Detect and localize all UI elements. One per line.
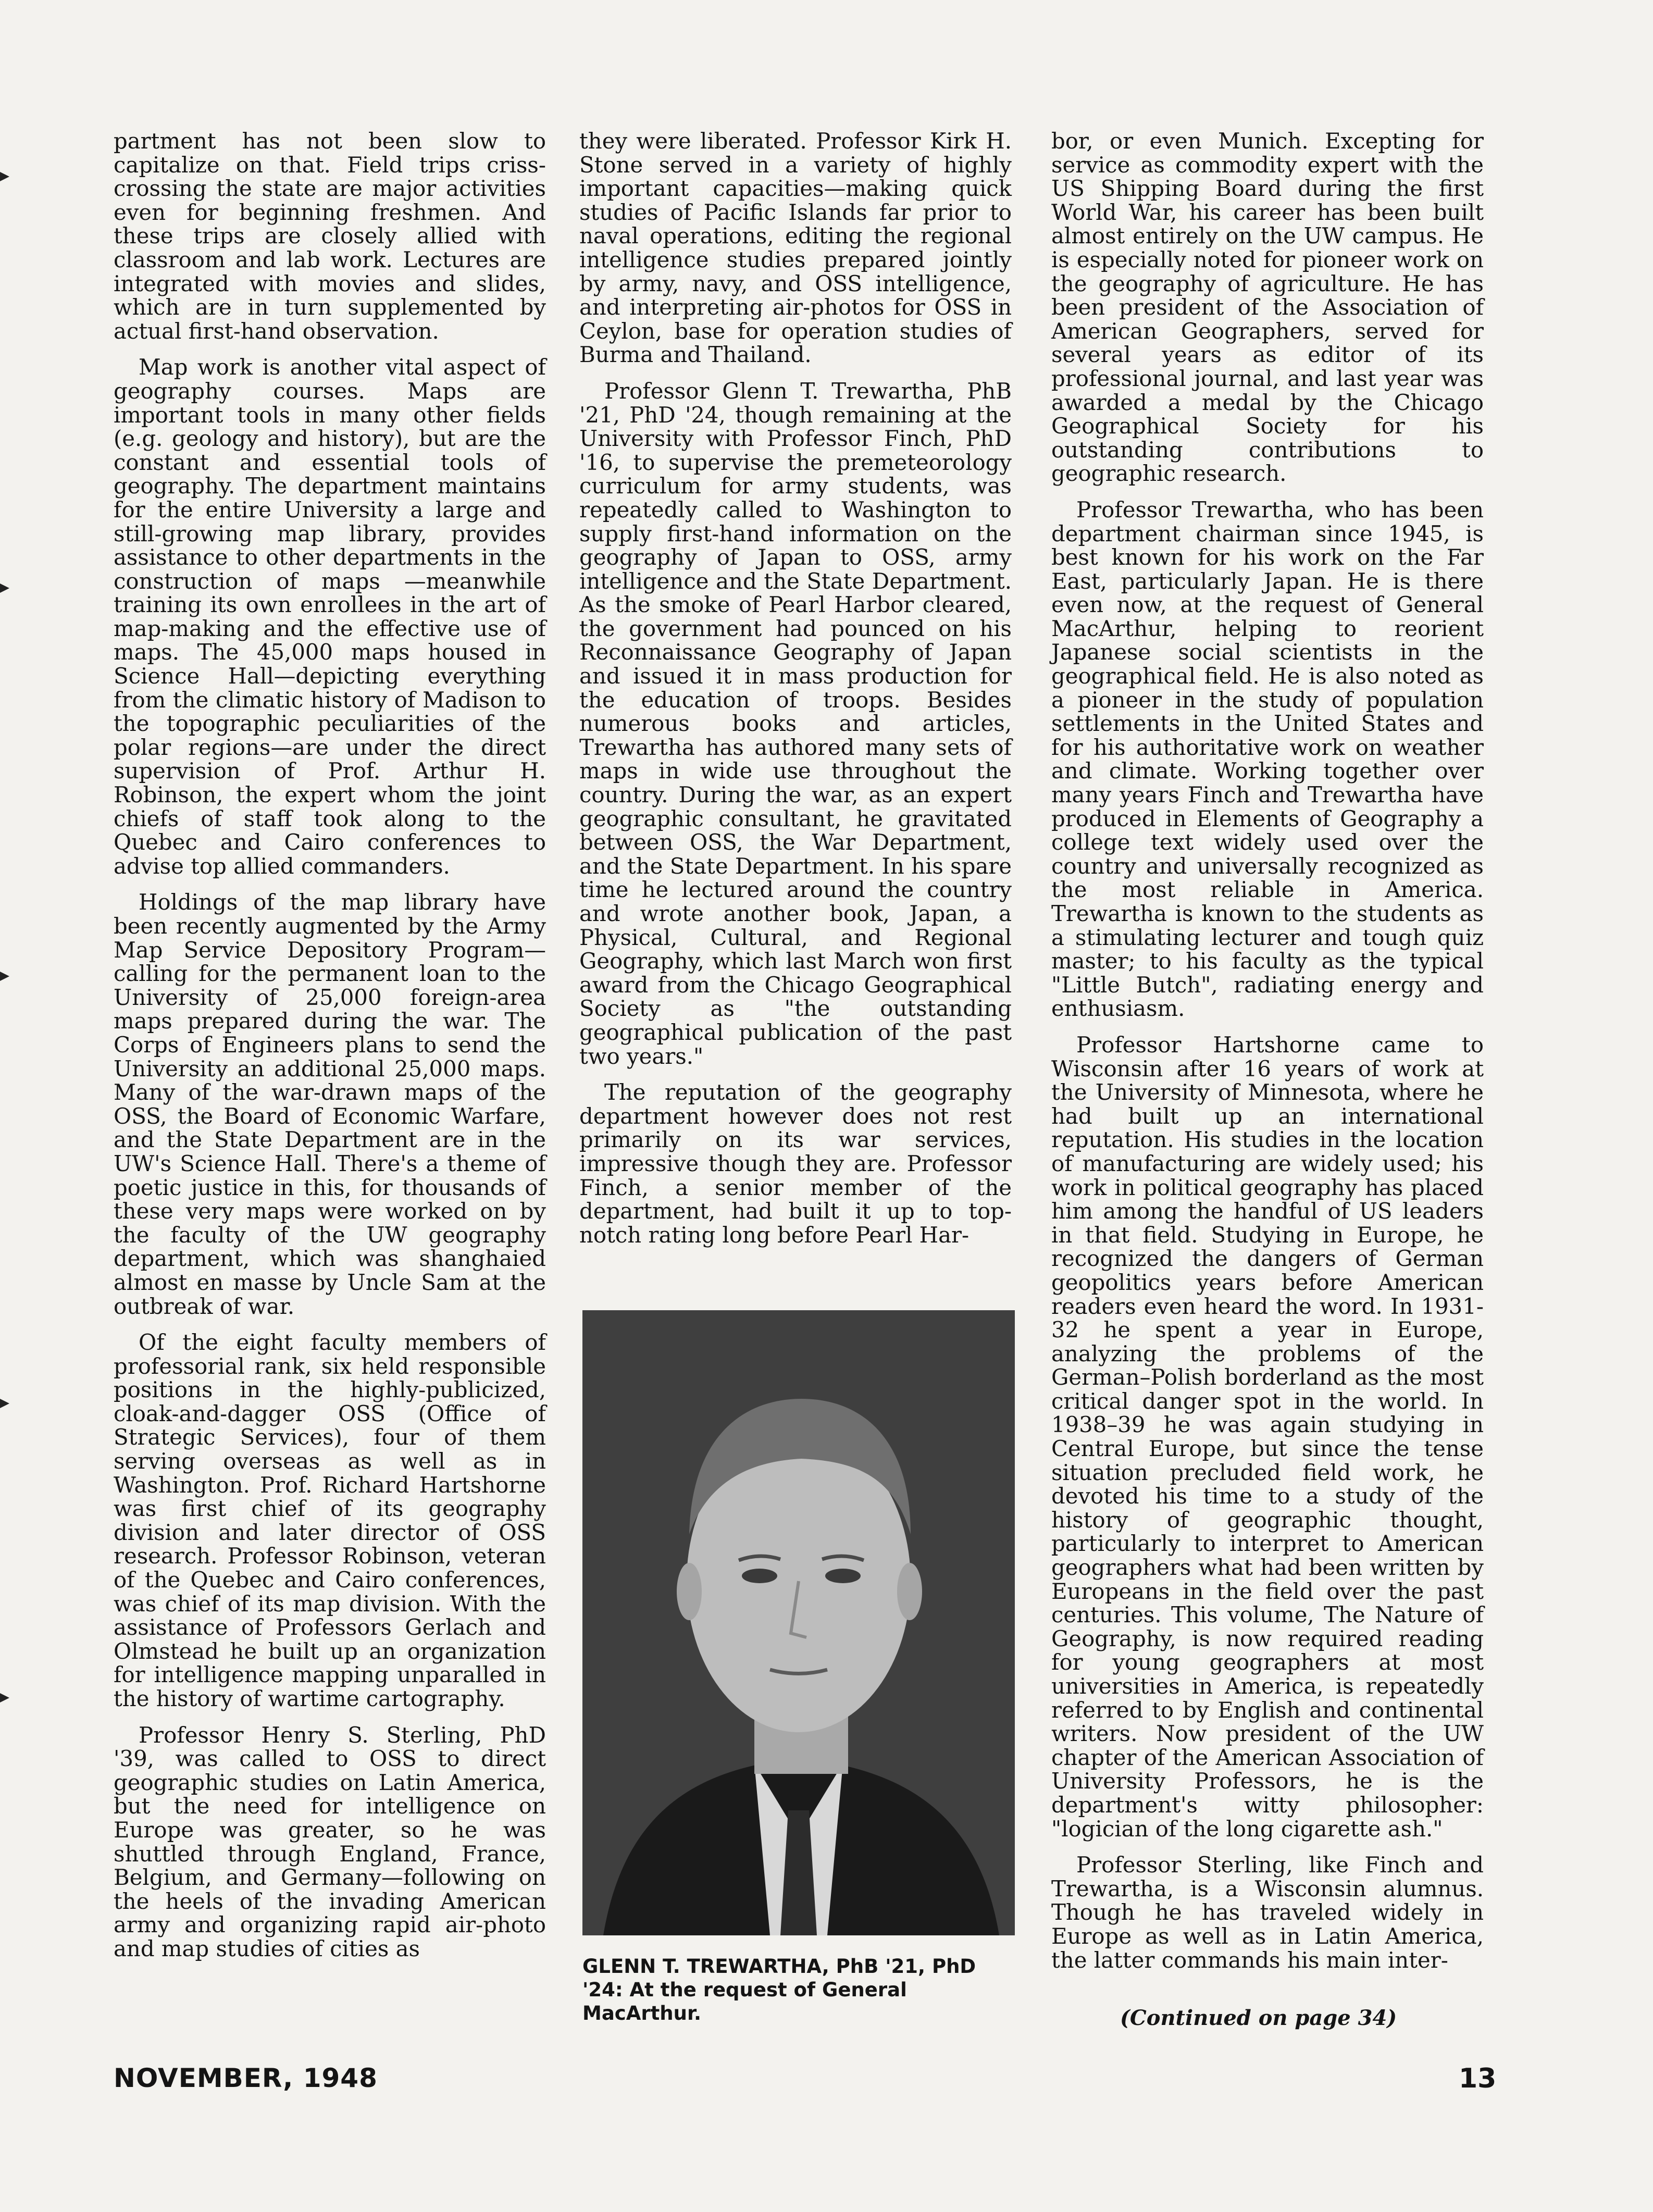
paragraph: Professor Glenn T. Trewartha, PhB '21, PhD '24, though remaining at the University with Professor Finch, PhD '16, to supervise the premeteorology curriculum for army students, was repeatedly called to Washington to supply first-hand information on the geography of Japan to OSS, army intelligence and the State Department. As the smoke of Pearl Harbor cleared, the government had pounced on his Reconnaissance Geography of Japan and issued it in mass production for the education of troops. Besides numerous books and articles, Trewartha has authored many sets of maps in wide use throughout the country. During the war, as an expert geographic consultant, he gravitated between OSS, the War Department, and the State Department. In his spare time he lectured around the country and wrote another book, Japan, a Physical, Cultural, and Regional Geography, which last March won first award from the Chicago Geographical Society as "the outstanding geographical publication of the past two years."	[579, 378, 1012, 1069]
binding-mark	[0, 172, 9, 181]
portrait-photo	[582, 1310, 1015, 1935]
binding-mark	[0, 1693, 9, 1703]
portrait-illustration	[582, 1310, 1015, 1935]
paragraph: Professor Sterling, like Finch and Trewartha, is a Wisconsin alumnus. Though he has traveled widely in Europe as well as in Latin America, the latter commands his main inter-	[1051, 1852, 1484, 1973]
article-column-1	[114, 129, 546, 1973]
paragraph: they were liberated. Professor Kirk H. Stone served in a variety of highly important capacities—making quick studies of Pacific Islands far prior to naval operations, editing the regional intelligence studies prepared jointly by army, navy, and OSS intelligence, and interpreting air-photos for OSS in Ceylon, base for operation studies of Burma and Thailand.	[579, 128, 1012, 368]
binding-mark	[0, 972, 9, 981]
continued-note: (Continued on page 34)	[1120, 2006, 1397, 2030]
paragraph: Of the eight faculty members of professorial rank, six held responsible positions in the highly-publicized, cloak-and-dagger OSS (Office of Strategic Services), four of them serving overseas as well as in Washington. Prof. Richard Hartshorne was first chief of its geography division and later director of OSS research. Professor Robinson, veteran of the Quebec and Cairo conferences, was chief of its map division. With the assistance of Professors Gerlach and Olmstead he built up an organization for intelligence mapping unparalled in the history of wartime cartography.	[114, 1329, 546, 1711]
paragraph: Holdings of the map library have been recently augmented by the Army Map Service Depository Program—calling for the permanent loan to the University of 25,000 foreign-area maps prepared during the war. The Corps of Engineers plans to send the University an additional 25,000 maps. Many of the war-drawn maps of the OSS, the Board of Economic Warfare, and the State Department are in the UW's Science Hall. There's a theme of poetic justice in this, for thousands of these very maps were worked on by the faculty of the UW geography department, which was shanghaied almost en masse by Uncle Sam at the outbreak of war.	[114, 889, 546, 1319]
page-number: 13	[1459, 2063, 1497, 2094]
article-column-3	[1051, 129, 1484, 1984]
paragraph: Map work is another vital aspect of geography courses. Maps are important tools in many other fields (e.g. geology and history), but are the constant and essential tools of geography. The department maintains for the entire University a large and still-growing map library, provides assistance to other departments in the construction of maps —meanwhile training its own enrollees in the art of map-making and the effective use of maps. The 45,000 maps housed in Science Hall—depicting everything from the climatic history of Madison to the topographic peculiarities of the polar regions—are under the direct supervision of Prof. Arthur H. Robinson, the expert whom the joint chiefs of staff took along to the Quebec and Cairo conferences to advise top allied commanders.	[114, 354, 546, 879]
photo-caption: GLENN T. TREWARTHA, PhB '21, PhD '24: At the request of General MacArthur.	[582, 1955, 976, 2024]
binding-mark	[0, 1399, 9, 1408]
paragraph: partment has not been slow to capitalize on that. Field trips criss-crossing the state are major activities even for beginning freshmen. And these trips are closely allied with classroom and lab work. Lectures are integrated with movies and slides, which are in turn supplemented by actual first-hand observation.	[114, 128, 546, 344]
paragraph: Professor Hartshorne came to Wisconsin after 16 years of work at the University of Minnesota, where he had built up an international reputation. His studies in the location of manufacturing are widely used; his work in political geography has placed him among the handful of US leaders in that field. Studying in Europe, he recognized the dangers of German geopolitics years before American readers even heard the word. In 1931-32 he spent a year in Europe, analyzing the problems of the German–Polish borderland as the most critical danger spot in the world. In 1938–39 he was again studying in Central Europe, but since the tense situation precluded field work, he devoted his time to a study of the history of geographic thought, particularly to interpret to American geographers what had been written by Europeans in the field over the past centuries. This volume, The Nature of Geography, is now required reading for young geographers at most universities in America, is repeatedly referred to by English and continental writers. Now president of the UW chapter of the American Association of University Professors, he is the department's witty philosopher: "logician of the long cigarette ash."	[1051, 1032, 1484, 1842]
issue-date: NOVEMBER, 1948	[114, 2063, 378, 2093]
article-column-2	[579, 129, 1012, 1259]
binding-mark	[0, 583, 9, 593]
paragraph: The reputation of the geography department however does not rest primarily on its war services, impressive though they are. Professor Finch, a senior member of the department, had built it up to top-notch rating long before Pearl Har-	[579, 1079, 1012, 1248]
paragraph: Professor Henry S. Sterling, PhD '39, was called to OSS to direct geographic studies on Latin America, but the need for intelligence on Europe was greater, so he was shuttled through England, France, Belgium, and Germany—following on the heels of the invading American army and organizing rapid air-photo and map studies of cities as	[114, 1722, 546, 1961]
paragraph: bor, or even Munich. Excepting for service as commodity expert with the US Shipping Board during the first World War, his career has been built almost entirely on the UW campus. He is especially noted for pioneer work on the geography of agriculture. He has been president of the Association of American Geographers, served for several years as editor of its professional journal, and last year was awarded a medal by the Chicago Geographical Society for his outstanding contributions to geographic research.	[1051, 128, 1484, 487]
paragraph: Professor Trewartha, who has been department chairman since 1945, is best known for his work on the Far East, particularly Japan. He is there even now, at the request of General MacArthur, helping to reorient Japanese social scientists in the geographical field. He is also noted as a pioneer in the study of population settlements in the United States and for his authoritative work on weather and climate. Working together over many years Finch and Trewartha have produced in Elements of Geography a college text widely used over the country and universally recognized as the most reliable in America. Trewartha is known to the students as a stimulating lecturer and tough quiz master; to his faculty as the typical "Little Butch", radiating energy and enthusiasm.	[1051, 496, 1484, 1022]
